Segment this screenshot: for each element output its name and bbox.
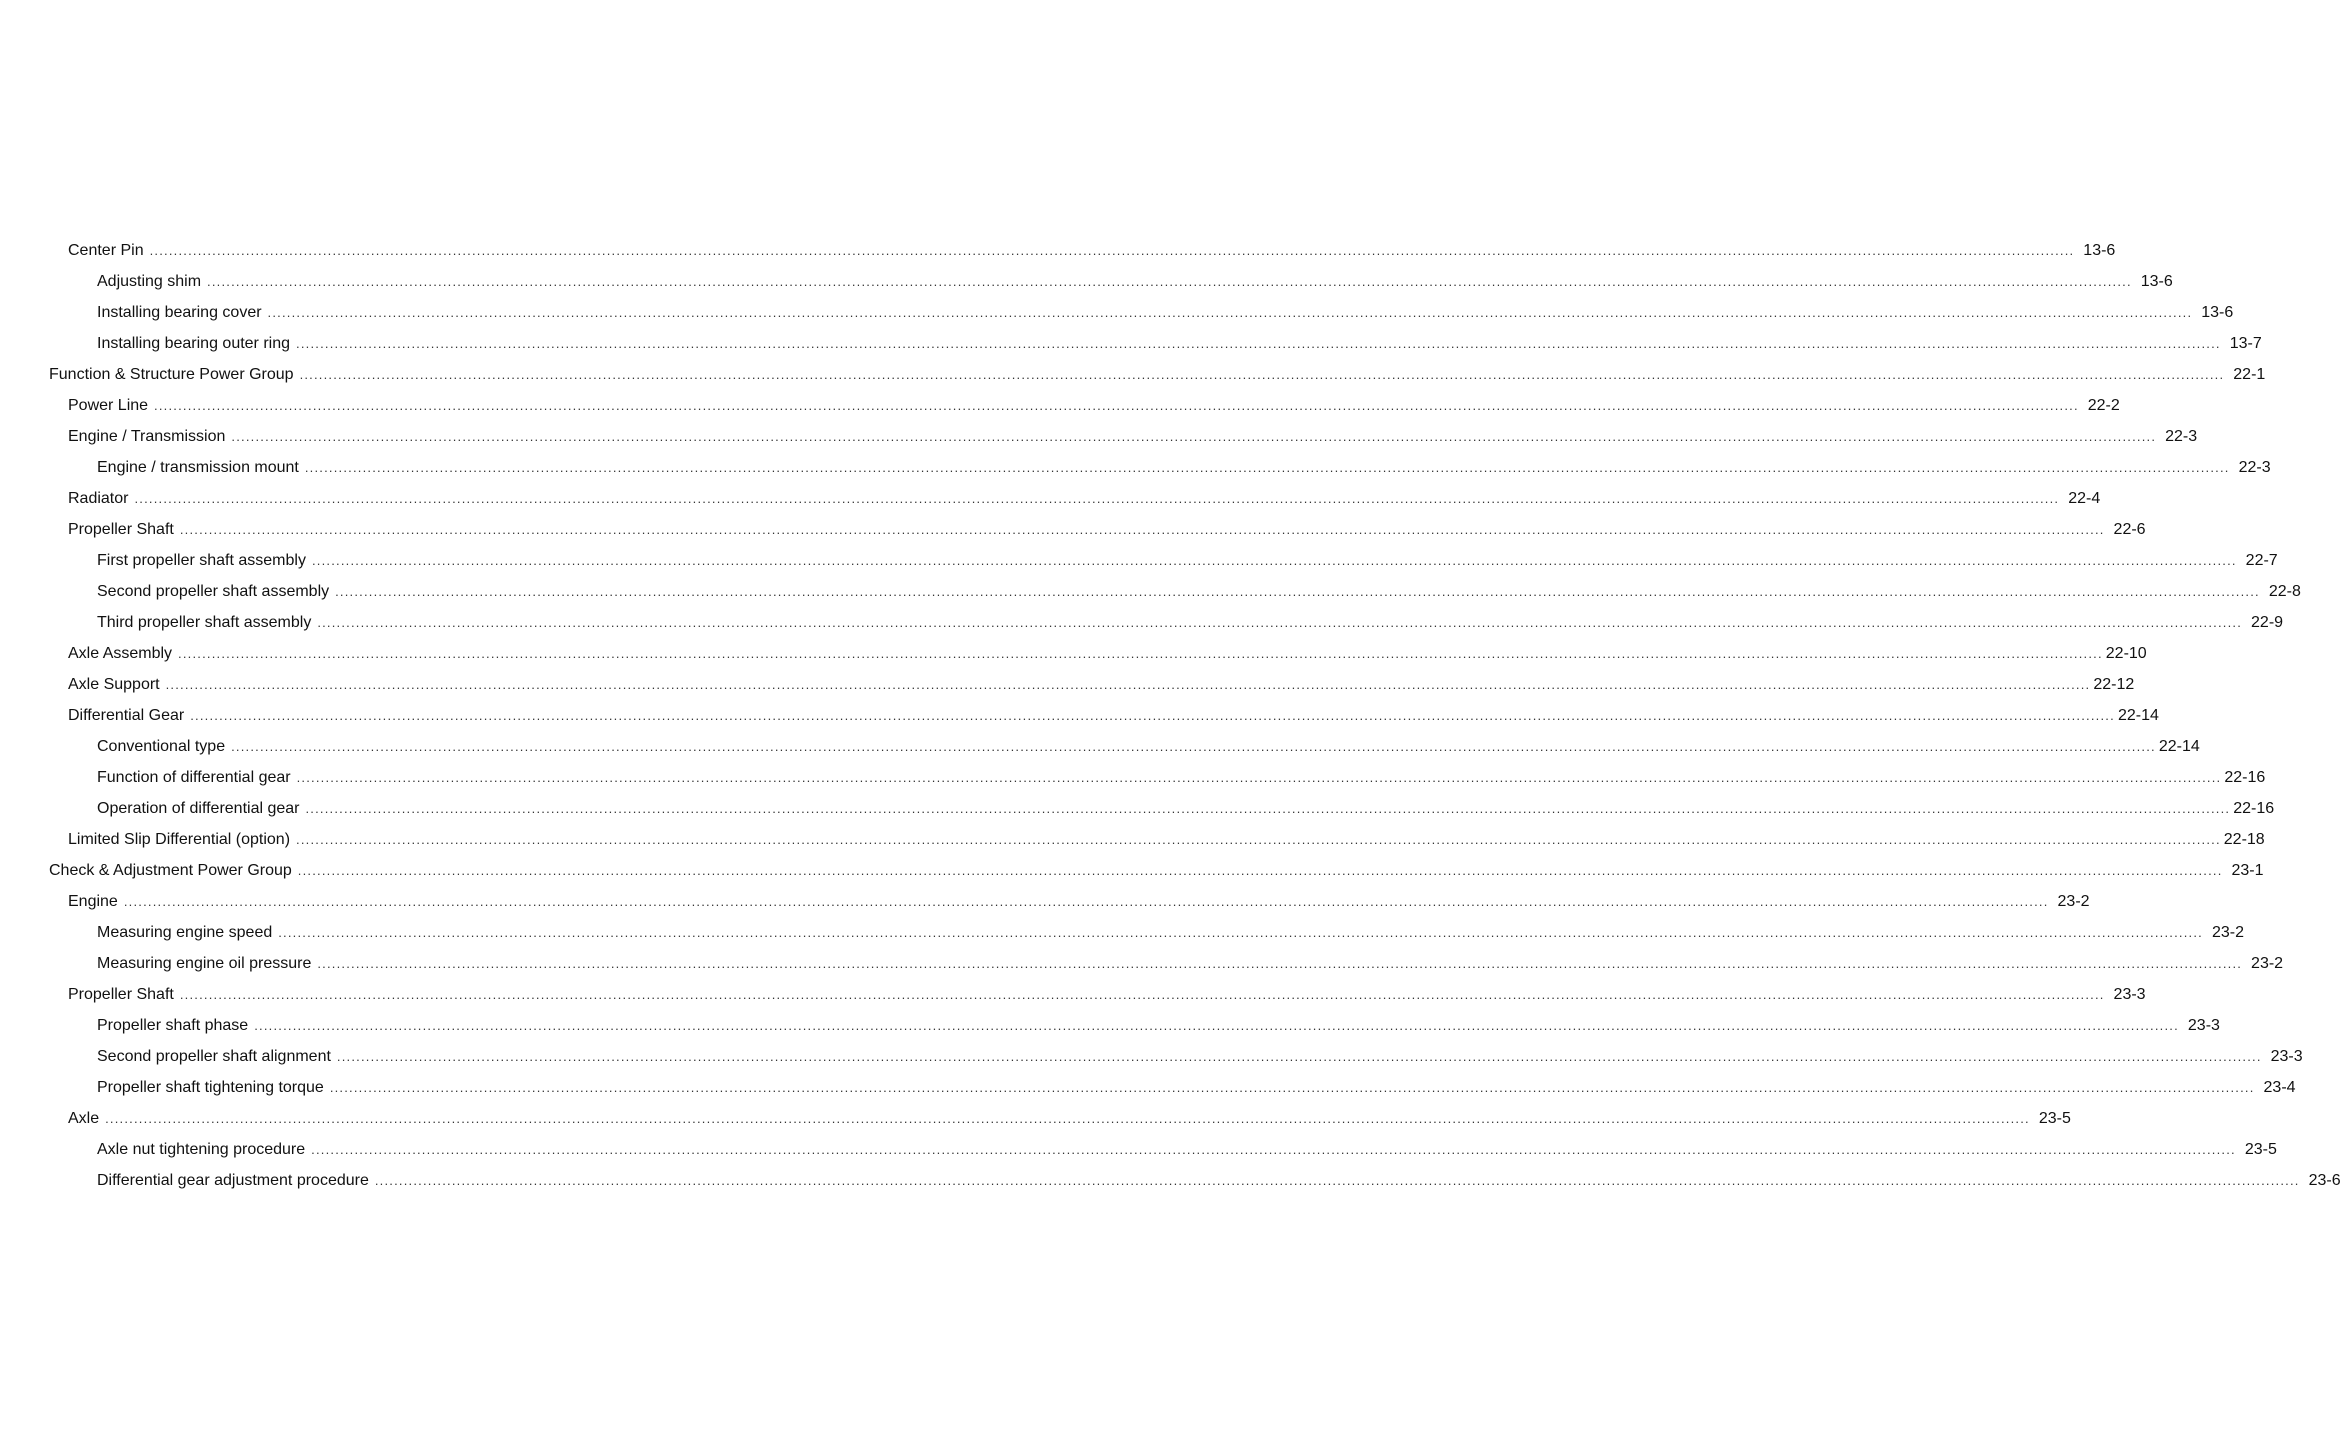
toc-entry-page-number: 23-4 xyxy=(2263,1079,2296,1096)
table-of-contents xyxy=(0,235,2341,1196)
toc-entry[interactable] xyxy=(0,235,2116,266)
dot-leader: ................................................................................................................................................................................................................................................................................................................................................................................................................ xyxy=(317,956,2243,971)
toc-entry-page-number: 23-2 xyxy=(2251,955,2284,972)
toc-entry-title: Measuring engine speed xyxy=(97,924,273,941)
dot-leader: ................................................................................................................................................................................................................................................................................................................................................................................................................ xyxy=(267,305,2193,320)
toc-entry-page-number: 23-3 xyxy=(2270,1048,2303,1065)
dot-leader: ................................................................................................................................................................................................................................................................................................................................................................................................................ xyxy=(134,491,2060,506)
toc-entry[interactable] xyxy=(0,638,2147,669)
dot-leader: ................................................................................................................................................................................................................................................................................................................................................................................................................ xyxy=(254,1018,2179,1033)
dot-leader: ................................................................................................................................................................................................................................................................................................................................................................................................................ xyxy=(296,770,2222,785)
dot-leader: ................................................................................................................................................................................................................................................................................................................................................................................................................ xyxy=(123,894,2049,909)
dot-leader: ................................................................................................................................................................................................................................................................................................................................................................................................................ xyxy=(296,336,2221,351)
toc-entry-title: Function of differential gear xyxy=(97,769,291,786)
toc-entry-title: Check & Adjustment Power Group xyxy=(49,862,292,879)
toc-entry-page-number: 23-2 xyxy=(2211,924,2244,941)
toc-entry-title: Differential Gear xyxy=(68,707,185,724)
dot-leader: ................................................................................................................................................................................................................................................................................................................................................................................................................ xyxy=(311,553,2237,568)
toc-entry[interactable] xyxy=(0,1072,2296,1103)
dot-leader: ................................................................................................................................................................................................................................................................................................................................................................................................................ xyxy=(296,832,2221,847)
toc-entry-page-number: 23-2 xyxy=(2057,893,2090,910)
toc-entry-title: Function & Structure Power Group xyxy=(49,366,294,383)
toc-entry-title: Radiator xyxy=(68,490,129,507)
toc-entry-title: Operation of differential gear xyxy=(97,800,300,817)
toc-entry-title: Differential gear adjustment procedure xyxy=(97,1172,369,1189)
toc-entry-title: Limited Slip Differential (option) xyxy=(68,831,291,848)
toc-entry-title: Measuring engine oil pressure xyxy=(97,955,312,972)
toc-entry-page-number: 13-7 xyxy=(2229,335,2262,352)
toc-entry[interactable] xyxy=(0,855,2264,886)
toc-entry-page-number: 22-3 xyxy=(2238,459,2271,476)
dot-leader: ................................................................................................................................................................................................................................................................................................................................................................................................................ xyxy=(299,367,2225,382)
dot-leader: ................................................................................................................................................................................................................................................................................................................................................................................................................ xyxy=(154,398,2079,413)
dot-leader: ................................................................................................................................................................................................................................................................................................................................................................................................................ xyxy=(105,1111,2030,1126)
dot-leader: ................................................................................................................................................................................................................................................................................................................................................................................................................ xyxy=(179,987,2105,1002)
toc-entry[interactable] xyxy=(0,483,2101,514)
toc-entry-title: Second propeller shaft alignment xyxy=(97,1048,331,1065)
toc-entry[interactable] xyxy=(0,421,2198,452)
toc-entry-page-number: 22-16 xyxy=(2224,769,2266,786)
toc-entry[interactable] xyxy=(0,1103,2071,1134)
toc-entry-page-number: 13-6 xyxy=(2201,304,2234,321)
toc-entry-title: Axle xyxy=(68,1110,100,1127)
toc-entry[interactable] xyxy=(0,700,2159,731)
toc-entry-title: Propeller Shaft xyxy=(68,986,174,1003)
toc-entry-title: Engine / Transmission xyxy=(68,428,226,445)
toc-entry-page-number: 22-9 xyxy=(2251,614,2284,631)
toc-entry-page-number: 22-18 xyxy=(2223,831,2265,848)
dot-leader: ................................................................................................................................................................................................................................................................................................................................................................................................................ xyxy=(335,584,2260,599)
toc-entry-title: Center Pin xyxy=(68,242,144,259)
toc-entry-title: Installing bearing cover xyxy=(97,304,262,321)
toc-entry[interactable] xyxy=(0,266,2173,297)
toc-entry[interactable] xyxy=(0,669,2135,700)
dot-leader: ................................................................................................................................................................................................................................................................................................................................................................................................................ xyxy=(329,1080,2255,1095)
toc-entry-page-number: 23-6 xyxy=(2308,1172,2341,1189)
toc-entry[interactable] xyxy=(0,824,2265,855)
toc-entry[interactable] xyxy=(0,731,2200,762)
toc-entry-page-number: 22-12 xyxy=(2093,676,2135,693)
toc-entry[interactable] xyxy=(0,793,2275,824)
dot-leader: ................................................................................................................................................................................................................................................................................................................................................................................................................ xyxy=(179,522,2105,537)
toc-entry[interactable] xyxy=(0,297,2234,328)
toc-entry[interactable] xyxy=(0,545,2278,576)
toc-entry-page-number: 23-5 xyxy=(2038,1110,2071,1127)
toc-entry[interactable] xyxy=(0,514,2146,545)
toc-entry-page-number: 23-5 xyxy=(2244,1141,2277,1158)
toc-entry-title: Axle nut tightening procedure xyxy=(97,1141,306,1158)
toc-entry-title: Power Line xyxy=(68,397,149,414)
toc-entry[interactable] xyxy=(0,762,2266,793)
toc-entry-page-number: 22-16 xyxy=(2233,800,2275,817)
toc-entry-page-number: 13-6 xyxy=(2140,273,2173,290)
dot-leader: ................................................................................................................................................................................................................................................................................................................................................................................................................ xyxy=(336,1049,2262,1064)
toc-entry[interactable] xyxy=(0,359,2266,390)
dot-leader: ................................................................................................................................................................................................................................................................................................................................................................................................................ xyxy=(190,708,2115,723)
toc-entry-title: Installing bearing outer ring xyxy=(97,335,291,352)
dot-leader: ................................................................................................................................................................................................................................................................................................................................................................................................................ xyxy=(317,615,2243,630)
dot-leader: ................................................................................................................................................................................................................................................................................................................................................................................................................ xyxy=(149,243,2075,258)
toc-entry[interactable] xyxy=(0,1041,2303,1072)
toc-entry-page-number: 23-3 xyxy=(2187,1017,2220,1034)
toc-entry-title: Adjusting shim xyxy=(97,273,202,290)
toc-entry[interactable] xyxy=(0,1134,2277,1165)
toc-entry[interactable] xyxy=(0,390,2120,421)
toc-entry-page-number: 22-8 xyxy=(2268,583,2301,600)
toc-entry-page-number: 22-6 xyxy=(2113,521,2146,538)
dot-leader: ................................................................................................................................................................................................................................................................................................................................................................................................................ xyxy=(165,677,2091,692)
toc-entry-title: Engine xyxy=(68,893,118,910)
dot-leader: ................................................................................................................................................................................................................................................................................................................................................................................................................ xyxy=(304,460,2230,475)
toc-entry-page-number: 22-3 xyxy=(2165,428,2198,445)
toc-entry-page-number: 22-1 xyxy=(2233,366,2266,383)
toc-entry-title: Conventional type xyxy=(97,738,226,755)
dot-leader: ................................................................................................................................................................................................................................................................................................................................................................................................................ xyxy=(278,925,2203,940)
dot-leader: ................................................................................................................................................................................................................................................................................................................................................................................................................ xyxy=(231,429,2157,444)
toc-entry[interactable] xyxy=(0,886,2090,917)
toc-entry-page-number: 22-14 xyxy=(2158,738,2200,755)
toc-entry[interactable] xyxy=(0,576,2301,607)
toc-entry-page-number: 22-2 xyxy=(2087,397,2120,414)
toc-entry[interactable] xyxy=(0,452,2271,483)
toc-entry-title: Axle Assembly xyxy=(68,645,173,662)
dot-leader: ................................................................................................................................................................................................................................................................................................................................................................................................................ xyxy=(178,646,2103,661)
toc-entry-title: Axle Support xyxy=(68,676,160,693)
toc-entry-page-number: 22-7 xyxy=(2245,552,2278,569)
toc-entry-title: Engine / transmission mount xyxy=(97,459,299,476)
toc-entry-title: Propeller Shaft xyxy=(68,521,174,538)
toc-entry-title: First propeller shaft assembly xyxy=(97,552,306,569)
toc-entry-title: Third propeller shaft assembly xyxy=(97,614,312,631)
toc-entry-page-number: 22-4 xyxy=(2068,490,2101,507)
toc-entry[interactable] xyxy=(0,607,2284,638)
dot-leader: ................................................................................................................................................................................................................................................................................................................................................................................................................ xyxy=(305,801,2231,816)
toc-entry-title: Propeller shaft tightening torque xyxy=(97,1079,324,1096)
toc-entry[interactable] xyxy=(0,979,2146,1010)
dot-leader: ................................................................................................................................................................................................................................................................................................................................................................................................................ xyxy=(231,739,2156,754)
toc-entry-page-number: 22-10 xyxy=(2105,645,2147,662)
dot-leader: ................................................................................................................................................................................................................................................................................................................................................................................................................ xyxy=(207,274,2132,289)
toc-entry-page-number: 23-1 xyxy=(2231,862,2264,879)
dot-leader: ................................................................................................................................................................................................................................................................................................................................................................................................................ xyxy=(311,1142,2236,1157)
toc-entry-page-number: 22-14 xyxy=(2117,707,2159,724)
dot-leader: ................................................................................................................................................................................................................................................................................................................................................................................................................ xyxy=(374,1173,2300,1188)
toc-entry[interactable] xyxy=(0,1010,2220,1041)
toc-entry-page-number: 13-6 xyxy=(2083,242,2116,259)
toc-entry-page-number: 23-3 xyxy=(2113,986,2146,1003)
toc-entry[interactable] xyxy=(0,1165,2341,1196)
toc-entry[interactable] xyxy=(0,917,2244,948)
toc-entry[interactable] xyxy=(0,328,2262,359)
toc-entry[interactable] xyxy=(0,948,2284,979)
toc-entry-title: Second propeller shaft assembly xyxy=(97,583,330,600)
toc-entry-title: Propeller shaft phase xyxy=(97,1017,249,1034)
dot-leader: ................................................................................................................................................................................................................................................................................................................................................................................................................ xyxy=(297,863,2223,878)
